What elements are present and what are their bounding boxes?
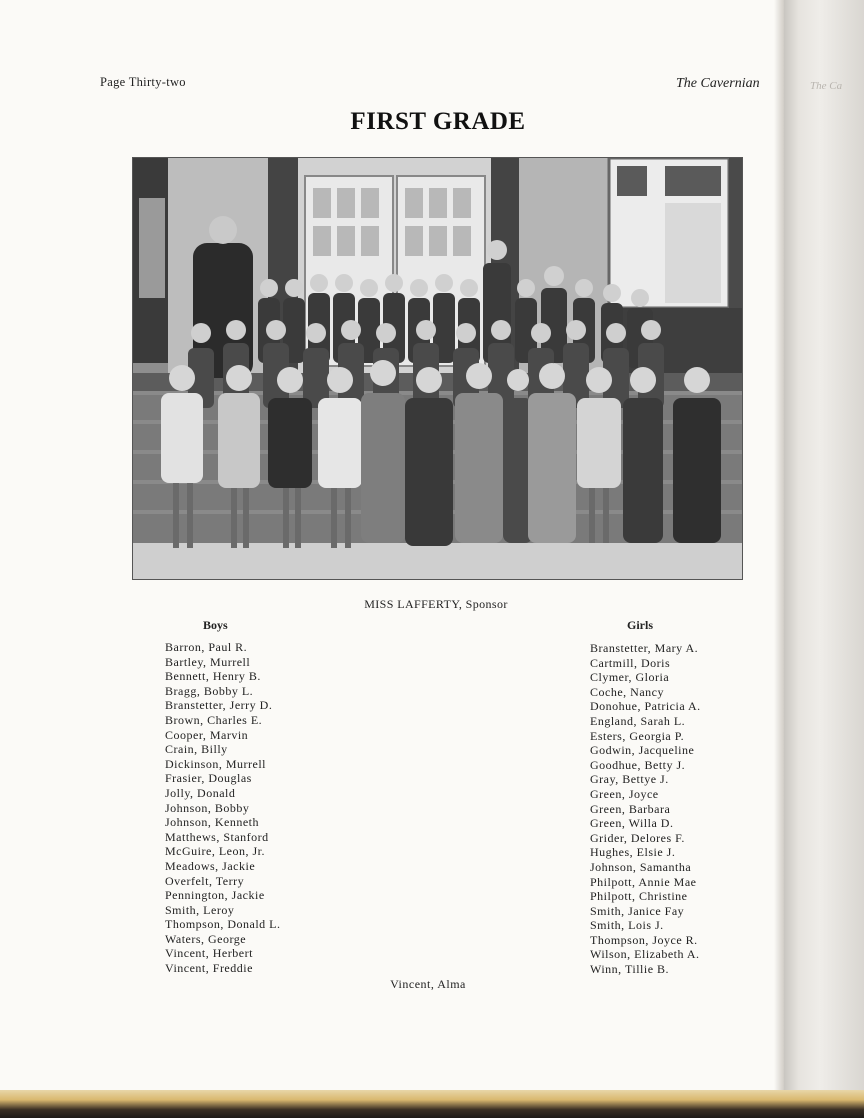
- boys-name-list: [165, 640, 281, 976]
- boy-name: Barron, Paul R.: [165, 640, 248, 654]
- girl-name: Smith, Janice Fay: [590, 903, 685, 918]
- girl-name: Donohue, Patricia A.: [590, 699, 701, 714]
- girl-name: Godwin, Jacqueline: [590, 743, 695, 758]
- boy-name: McGuire, Leon, Jr.: [165, 844, 265, 859]
- boy-name: Matthews, Stanford: [165, 829, 269, 844]
- boy-name: Waters, George: [165, 931, 247, 946]
- boy-name: Overfelt, Terry: [165, 873, 245, 888]
- boy-name: Bennett, Henry B.: [165, 669, 261, 684]
- girl-name: Grider, Delores F.: [590, 830, 685, 845]
- boy-name: Vincent, Freddie: [165, 961, 253, 976]
- boy-name: Jolly, Donald: [165, 785, 236, 800]
- boy-name: Branstetter, Jerry D.: [165, 698, 273, 713]
- class-photo-image: [133, 158, 743, 580]
- girl-name: Philpott, Annie Mae: [590, 874, 697, 889]
- boy-name: Johnson, Kenneth: [165, 815, 259, 830]
- boy-name: Vincent, Herbert: [165, 946, 253, 961]
- boy-name: Smith, Leroy: [165, 902, 235, 917]
- girl-name: Branstetter, Mary A.: [590, 641, 699, 655]
- girl-name: Hughes, Elsie J.: [590, 845, 676, 860]
- adjacent-page: [784, 0, 864, 1090]
- girl-name: Gray, Bettye J.: [590, 772, 669, 787]
- girl-name: Clymer, Gloria: [590, 670, 670, 685]
- girls-name-list: [590, 641, 701, 977]
- girl-name: Coche, Nancy: [590, 684, 664, 699]
- extra-name: Vincent, Alma: [390, 977, 466, 991]
- girl-name: Winn, Tillie B.: [590, 962, 670, 977]
- boy-name: Johnson, Bobby: [165, 800, 250, 815]
- boy-name: Pennington, Jackie: [165, 888, 265, 903]
- boy-name: Bragg, Bobby L.: [165, 683, 254, 698]
- boy-name: Thompson, Donald L.: [165, 917, 281, 932]
- sponsor-caption: MISS LAFFERTY, Sponsor: [364, 597, 508, 611]
- boy-name: Bartley, Murrell: [165, 654, 251, 669]
- girl-name: Esters, Georgia P.: [590, 728, 685, 743]
- girl-name: Green, Joyce: [590, 786, 659, 801]
- girl-name: Philpott, Christine: [590, 889, 688, 904]
- girl-name: Green, Willa D.: [590, 816, 674, 831]
- girl-name: Green, Barbara: [590, 801, 671, 816]
- girl-name: Cartmill, Doris: [590, 655, 671, 670]
- boy-name: Brown, Charles E.: [165, 712, 263, 727]
- class-photo: [132, 157, 743, 580]
- boy-name: Cooper, Marvin: [165, 727, 249, 742]
- boy-name: Frasier, Douglas: [165, 771, 252, 786]
- running-head: The Cavernian: [676, 76, 760, 91]
- boy-name: Dickinson, Murrell: [165, 756, 266, 771]
- girls-heading: Girls: [627, 618, 653, 632]
- book-edge: [0, 1090, 864, 1118]
- girl-name: Wilson, Elizabeth A.: [590, 947, 700, 962]
- page-number: Page Thirty-two: [100, 75, 186, 89]
- girl-name: Thompson, Joyce R.: [590, 932, 698, 947]
- boy-name: Meadows, Jackie: [165, 858, 256, 873]
- boys-heading: Boys: [203, 618, 228, 632]
- boy-name: Crain, Billy: [165, 742, 228, 757]
- girl-name: Johnson, Samantha: [590, 859, 692, 874]
- girl-name: England, Sarah L.: [590, 713, 686, 728]
- girl-name: Goodhue, Betty J.: [590, 757, 686, 772]
- adjacent-page-text: The Ca: [810, 80, 843, 92]
- girl-name: Smith, Lois J.: [590, 918, 664, 933]
- page-title: FIRST GRADE: [350, 108, 526, 135]
